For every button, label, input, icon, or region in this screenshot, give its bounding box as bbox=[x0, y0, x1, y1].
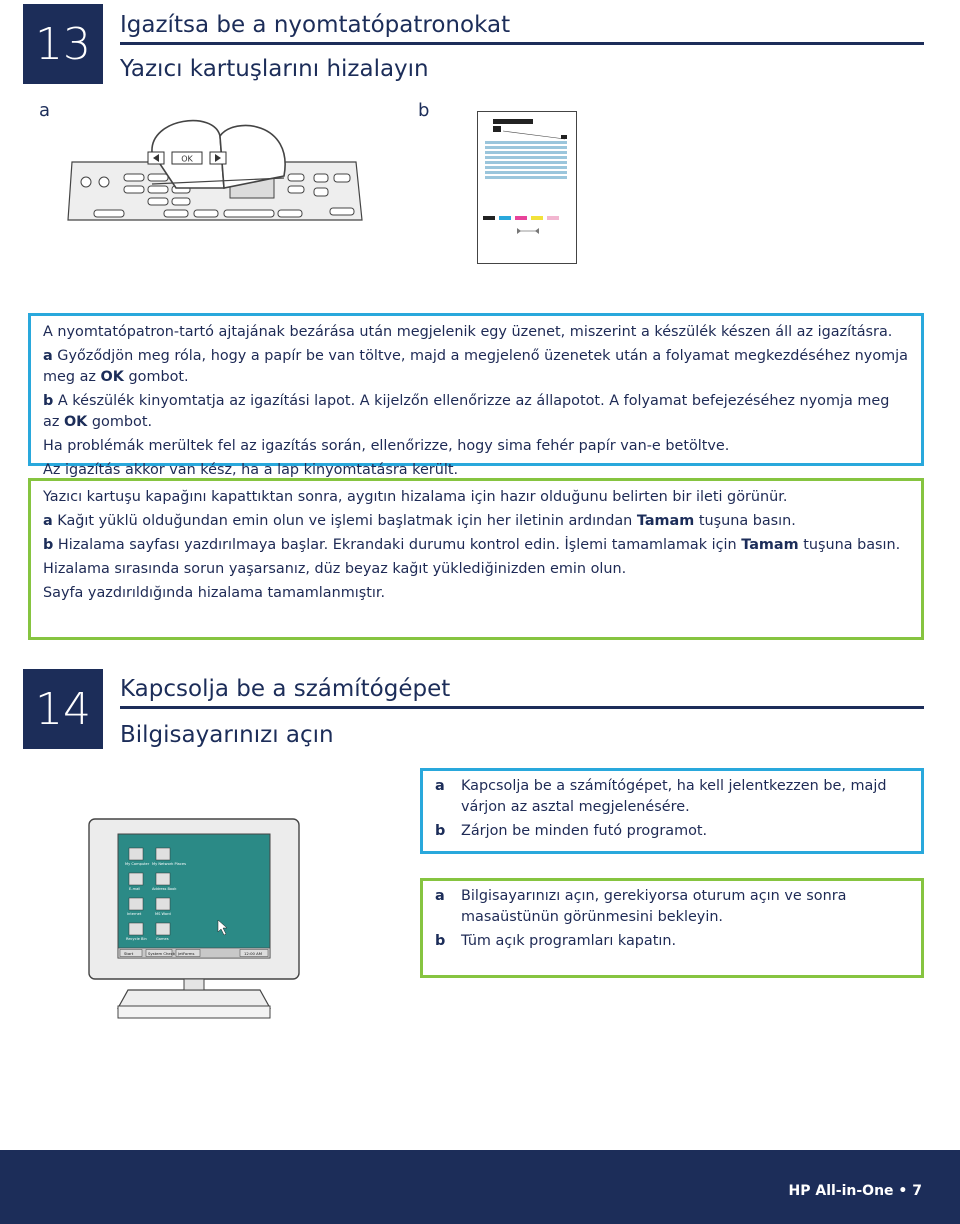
hu-step-b-text: A készülék kinyomtatja az igazítási lapot. A kijelzőn ellenőrizze az állapotot. A folyamat befejezéséhez nyomja meg az bbox=[43, 393, 890, 430]
tr14-step-a bbox=[435, 886, 909, 928]
tr-note-1: Hizalama sırasında sorun yaşarsanız, düz beyaz kağıt yüklediğinizden emin olun. bbox=[43, 561, 627, 577]
step-13-title-tr: Yazıcı kartuşlarını hizalayın bbox=[120, 56, 429, 82]
footer-page-label: HP All-in-One • 7 bbox=[788, 1183, 922, 1199]
desktop-icon-label-2[interactable]: E-mail bbox=[129, 887, 141, 891]
ok-button-label: OK bbox=[181, 154, 193, 164]
tr-step-b bbox=[43, 535, 909, 556]
taskbar-clock: 12:00 AM bbox=[244, 951, 263, 956]
desktop-icon-label-6[interactable]: Recycle Bin bbox=[126, 937, 147, 941]
step-13-turkish-box bbox=[28, 478, 924, 640]
tr-step-b-text: Hizalama sayfası yazdırılmaya başlar. Ekrandaki durumu kontrol edin. İşlemi tamamlamak için bbox=[57, 537, 737, 553]
page-footer bbox=[0, 1150, 960, 1224]
tr-step-a-text: Kağıt yüklü olduğundan emin olun ve işlemi başlatmak için her iletinin ardından bbox=[57, 513, 633, 529]
step-14-rule bbox=[120, 706, 924, 709]
step-13-rule bbox=[120, 42, 924, 45]
alignment-page-illustration bbox=[477, 111, 577, 264]
hu-step-a-end: gombot. bbox=[128, 369, 189, 385]
tr-step-a-end: tuşuna basın. bbox=[698, 513, 796, 529]
tr14-step-b-letter: b bbox=[435, 933, 446, 949]
hu-note-2: Az igazítás akkor van kész, ha a lap kinyomtatásra került. bbox=[43, 462, 459, 478]
hu-step-b-end: gombot. bbox=[91, 414, 153, 430]
figure-a-label: a bbox=[39, 100, 51, 121]
tr-step-a-letter: a bbox=[43, 513, 53, 529]
desktop-icon-label-5[interactable]: MS Word bbox=[155, 912, 171, 916]
hu-step-b-ok: OK bbox=[63, 414, 88, 430]
taskbar-item-1[interactable]: JetForms bbox=[178, 951, 195, 956]
hu14-step-b bbox=[435, 821, 909, 842]
tr-step-b-end: tuşuna basın. bbox=[803, 537, 901, 553]
tr14-step-a-text: Bilgisayarınızı açın, gerekiyorsa oturum açın ve sonra masaüstünün görünmesini bekleyin. bbox=[461, 888, 847, 925]
tr14-step-b-text: Tüm açık programları kapatın. bbox=[461, 933, 677, 949]
hu14-step-a-letter: a bbox=[435, 778, 445, 794]
hu14-step-b-text: Zárjon be minden futó programot. bbox=[461, 823, 708, 839]
tr-step-a-tamam: Tamam bbox=[636, 513, 695, 529]
figure-b-label: b bbox=[418, 100, 430, 121]
control-panel-illustration bbox=[64, 112, 364, 234]
tr-step-b-tamam: Tamam bbox=[741, 537, 799, 553]
hu-step-b-letter: b bbox=[43, 393, 54, 409]
desktop-icon-label-3[interactable]: Address Book bbox=[152, 887, 177, 891]
step-14-title-tr: Bilgisayarınızı açın bbox=[120, 722, 334, 748]
hu-note-1: Ha problémák merültek fel az igazítás során, ellenőrizze, hogy sima fehér papír van-e betöltve. bbox=[43, 438, 730, 454]
step-13-number: 13 bbox=[23, 4, 103, 84]
desktop-icon-label-1[interactable]: My Network Places bbox=[152, 862, 186, 866]
hu-intro-text: A nyomtatópatron-tartó ajtajának bezárása után megjelenik egy üzenet, miszerint a készülék készen áll az igazításra. bbox=[43, 324, 893, 340]
tr-step-a bbox=[43, 511, 909, 532]
tr14-step-b bbox=[435, 931, 909, 952]
desktop-icon-label-7[interactable]: Games bbox=[156, 937, 169, 941]
hu-step-a-letter: a bbox=[43, 348, 53, 364]
tr-intro-text: Yazıcı kartuşu kapağını kapattıktan sonra, aygıtın hizalama için hazır olduğunu belirten bir ileti görünür. bbox=[43, 489, 788, 505]
hu14-step-b-letter: b bbox=[435, 823, 446, 839]
step-14-turkish-box bbox=[420, 878, 924, 978]
computer-monitor-illustration bbox=[88, 818, 302, 1022]
hu14-step-a bbox=[435, 776, 909, 818]
hu-step-a bbox=[43, 346, 909, 388]
taskbar-item-0[interactable]: System Check bbox=[148, 951, 176, 956]
step-14-hungarian-box bbox=[420, 768, 924, 854]
step-14-title-hu: Kapcsolja be a számítógépet bbox=[120, 676, 451, 702]
hu-step-b bbox=[43, 391, 909, 433]
desktop-icon-label-0[interactable]: My Computer bbox=[125, 862, 150, 866]
hu14-step-a-text: Kapcsolja be a számítógépet, ha kell jelentkezzen be, majd várjon az asztal megjelenésére. bbox=[461, 778, 887, 815]
step-13-hungarian-box bbox=[28, 313, 924, 478]
tr-note-2: Sayfa yazdırıldığında hizalama tamamlanmıştır. bbox=[43, 585, 386, 601]
hu-step-a-text: Győződjön meg róla, hogy a papír be van töltve, majd a megjelenő üzenetek után a folyamat megkezdéséhez nyomja meg az bbox=[43, 348, 908, 385]
desktop-icon-label-4[interactable]: Internet bbox=[127, 912, 142, 916]
tr14-step-a-letter: a bbox=[435, 888, 445, 904]
step-14-number: 14 bbox=[23, 669, 103, 749]
start-button-label[interactable]: Start bbox=[124, 951, 134, 956]
hu-step-a-ok: OK bbox=[100, 369, 124, 385]
step-13-title-hu: Igazítsa be a nyomtatópatronokat bbox=[120, 12, 511, 38]
tr-step-b-letter: b bbox=[43, 537, 54, 553]
